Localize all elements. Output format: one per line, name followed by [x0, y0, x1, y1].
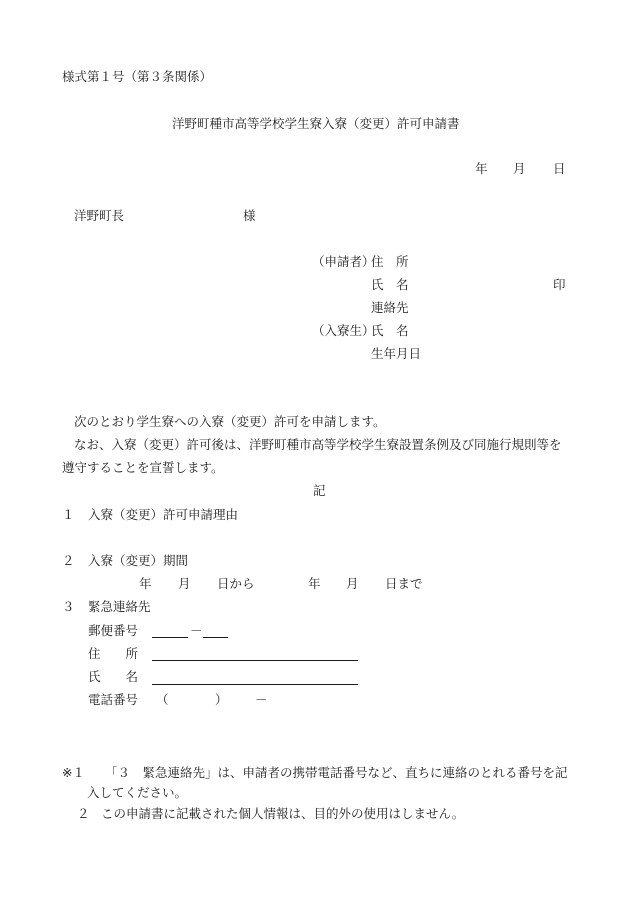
- addressee-honorific: 様: [243, 208, 256, 223]
- item-3-number: ３: [62, 599, 75, 614]
- period-end-year: 年: [308, 576, 321, 591]
- note-2-text: この申請書に記載された個人情報は、目的外の使用はしません。: [101, 806, 465, 821]
- body-line-3: 遵守することを宣誓します。: [62, 460, 224, 475]
- phone-dash: －: [255, 692, 268, 707]
- note-1-line-2: 入してください。: [87, 785, 188, 800]
- applicant-address-label: 住 所: [371, 254, 409, 269]
- seal-mark: 印: [553, 277, 566, 292]
- item-2-number: ２: [62, 553, 75, 568]
- postal-code-first-blank: [152, 637, 188, 638]
- postal-code-dash: －: [190, 623, 203, 638]
- date-month-label: 月: [513, 161, 526, 176]
- body-line-1: 次のとおり学生寮への入寮（変更）許可を申請します。: [74, 414, 386, 429]
- emergency-address-blank: [152, 660, 358, 661]
- emergency-name-blank: [152, 684, 358, 685]
- form-label: 様式第１号（第３条関係）: [62, 69, 213, 84]
- period-start-year: 年: [139, 576, 152, 591]
- item-3-label: 緊急連絡先: [88, 599, 151, 614]
- item-2-label: 入寮（変更）期間: [88, 553, 189, 568]
- emergency-address-label: 住 所: [88, 646, 139, 661]
- body-line-2: なお、入寮（変更）許可後は、洋野町種市高等学校学生寮設置条例及び同施行規則等を: [74, 437, 562, 452]
- period-end-day: 日まで: [385, 576, 423, 591]
- postal-code-label: 郵便番号: [88, 623, 139, 638]
- period-end-month: 月: [346, 576, 359, 591]
- item-1-number: １: [62, 507, 75, 522]
- emergency-name-label: 氏 名: [88, 669, 139, 684]
- student-name-label: 氏 名: [371, 323, 409, 338]
- student-birthdate-label: 生年月日: [371, 346, 422, 361]
- student-group-label: （入寮生）: [312, 323, 375, 338]
- addressee-name: 洋野町長: [74, 208, 125, 223]
- applicant-name-label: 氏 名: [371, 277, 409, 292]
- phone-number-label: 電話番号: [88, 692, 139, 707]
- document-title: 洋野町種市高等学校学生寮入寮（変更）許可申請書: [172, 116, 460, 131]
- phone-open-paren: （: [156, 692, 169, 707]
- date-year-label: 年: [475, 161, 488, 176]
- period-start-day: 日から: [217, 576, 255, 591]
- note-1-mark: ※１: [62, 765, 85, 780]
- period-start-month: 月: [178, 576, 191, 591]
- ki-heading: 記: [313, 483, 326, 498]
- phone-close-paren: ）: [215, 692, 228, 707]
- item-1-label: 入寮（変更）許可申請理由: [88, 507, 239, 522]
- note-2-number: ２: [77, 806, 90, 821]
- applicant-group-label: （申請者）: [312, 254, 375, 269]
- note-1-line-1: 「３ 緊急連絡先」は、申請者の携帯電話番号など、直ちに連絡のとれる番号を記: [105, 765, 568, 780]
- date-day-label: 日: [553, 161, 566, 176]
- postal-code-second-blank: [203, 637, 228, 638]
- applicant-contact-label: 連絡先: [371, 300, 409, 315]
